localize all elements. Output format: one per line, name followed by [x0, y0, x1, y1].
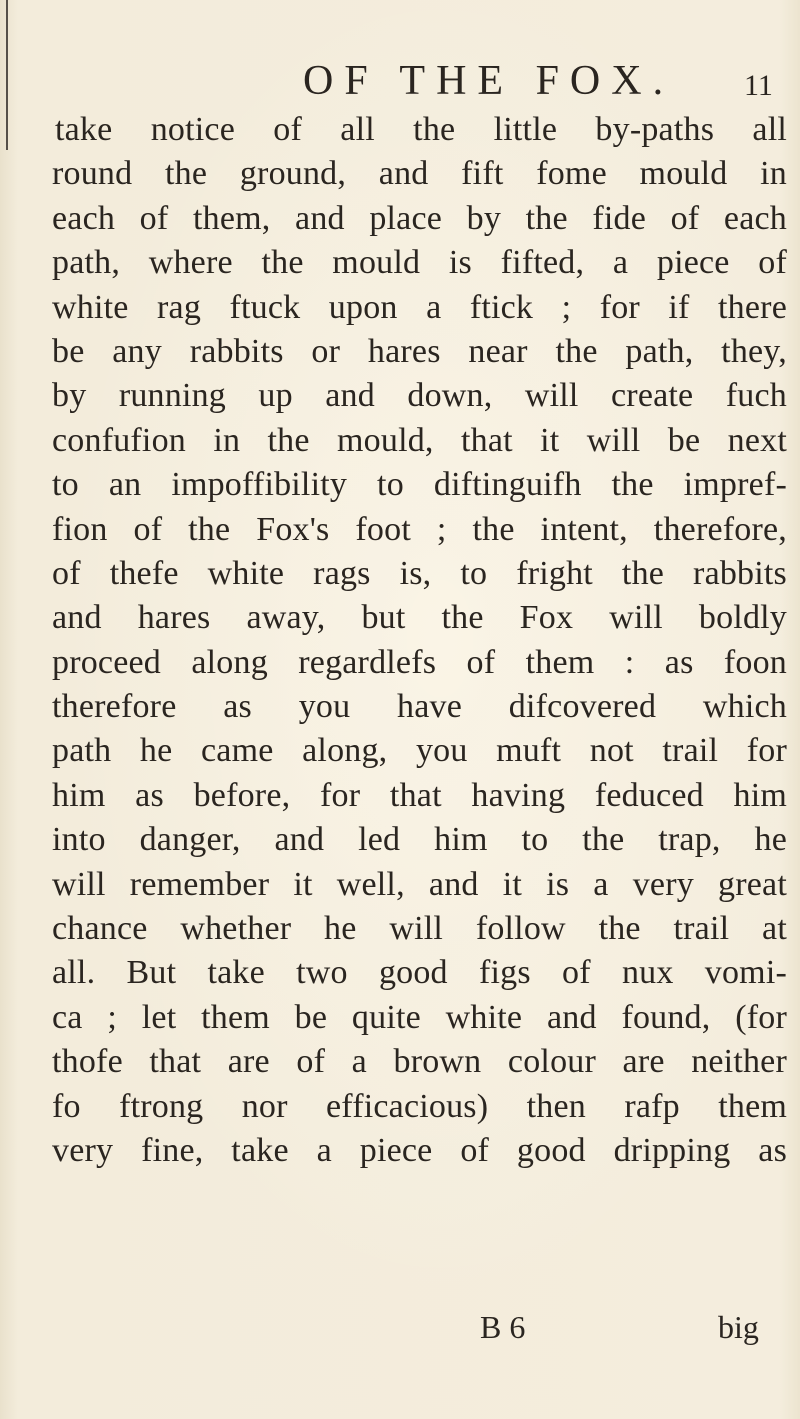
text-line-21: ca ; let them be quite white and found, (for	[52, 998, 787, 1036]
catchword: big	[718, 1309, 759, 1345]
text-line-13: proceed along regardlefs of them : as foon	[52, 643, 787, 681]
text-line-2: round the ground, and fift fome mould in	[52, 155, 787, 193]
text-line-5: white rag ftuck upon a ftick ; for if there	[52, 288, 787, 326]
text-line-24: very fine, take a piece of good dripping as	[52, 1131, 787, 1169]
text-line-3: each of them, and place by the fide of each	[52, 199, 787, 237]
text-line-16: him as before, for that having feduced him	[52, 776, 787, 814]
text-line-18: will remember it well, and it is a very great	[52, 865, 787, 903]
text-line-23: fo ftrong nor efficacious) then rafp them	[52, 1087, 787, 1125]
page-number: 11	[744, 69, 773, 102]
text-line-10: fion of the Fox's foot ; the intent, therefore,	[52, 510, 787, 548]
running-head	[0, 56, 800, 106]
text-line-14: therefore as you have difcovered which	[52, 688, 787, 726]
text-line-20: all. But take two good figs of nux vomi-	[52, 954, 787, 992]
text-line-6: be any rabbits or hares near the path, they,	[52, 332, 787, 370]
text-line-9: to an impoffibility to diftinguifh the impref-	[52, 466, 787, 504]
text-line-17: into danger, and led him to the trap, he	[52, 821, 787, 859]
text-line-22: thofe that are of a brown colour are neither	[52, 1043, 787, 1081]
running-title: OF THE FOX.	[303, 58, 675, 104]
body-text	[52, 108, 787, 1173]
signature-mark: B 6	[480, 1309, 526, 1345]
text-line-8: confufion in the mould, that it will be next	[52, 421, 787, 459]
text-line-1: take notice of all the little by-paths all	[55, 111, 787, 148]
text-line-19: chance whether he will follow the trail at	[52, 910, 787, 948]
text-line-7: by running up and down, will create fuch	[52, 377, 787, 415]
text-line-4: path, where the mould is fifted, a piece of	[52, 244, 787, 282]
page-footer	[0, 1305, 800, 1349]
text-line-15: path he came along, you muft not trail for	[52, 732, 787, 770]
text-line-12: and hares away, but the Fox will boldly	[52, 599, 787, 637]
text-line-11: of thefe white rags is, to fright the rabbits	[52, 554, 787, 592]
